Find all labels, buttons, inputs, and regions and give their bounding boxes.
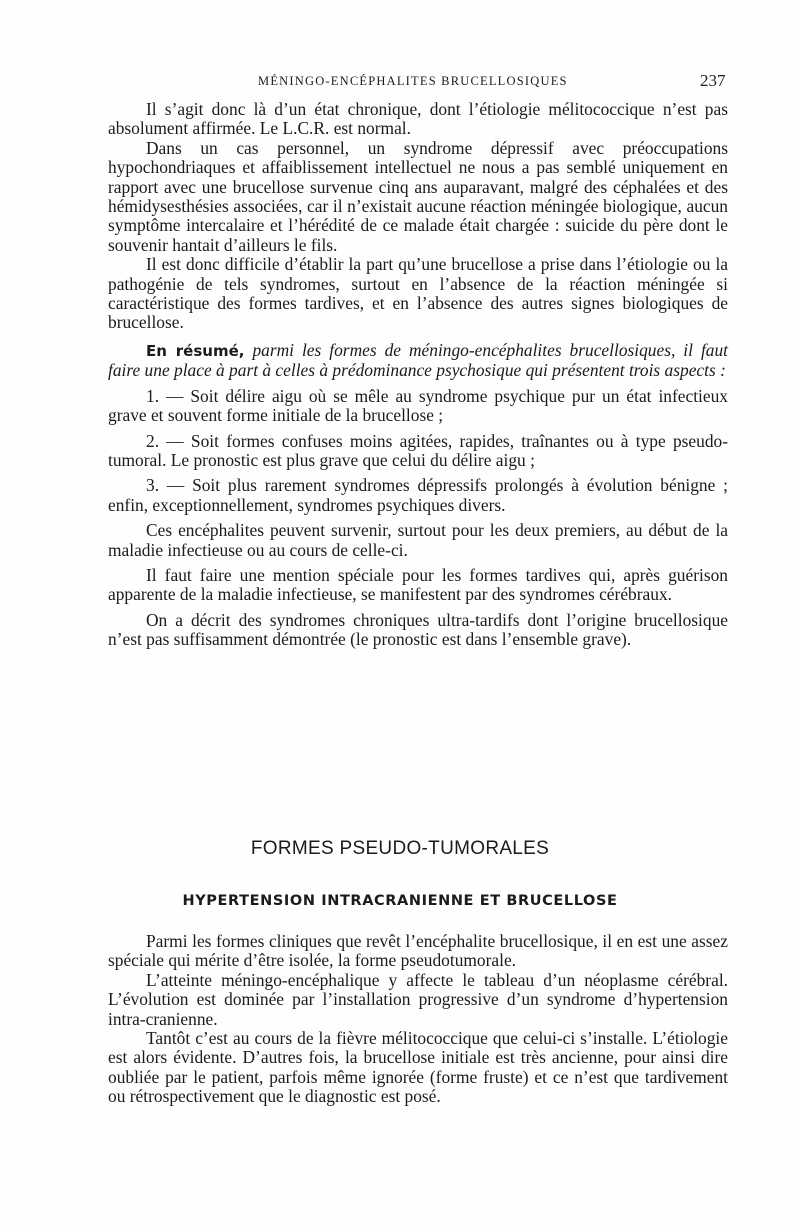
summary-lead: En résumé, (146, 341, 245, 360)
paragraph: Parmi les formes cliniques que revêt l’encéphalite brucellosique, il en est une assez spéciale qui mérite d’être isolée, la forme pseudotumorale. (108, 931, 728, 971)
paragraph: Ces encéphalites peuvent survenir, surtout pour les deux premiers, au début de la maladie infectieuse ou au cours de celle-ci. (108, 520, 728, 560)
page-number: 237 (700, 71, 726, 90)
paragraph: Il faut faire une mention spéciale pour les formes tardives qui, après guérison apparente de la maladie infectieuse, se manifestent par des syndromes cérébraux. (108, 564, 728, 605)
list-item: 3. — Soit plus rarement syndromes dépressifs prolongés à évolution bénigne ; enfin, exceptionnellement, syndromes psychiques divers. (108, 475, 728, 515)
paragraph: Il s’agit donc là d’un état chronique, dont l’étiologie mélitococcique n’est pas absolument affirmée. Le L.C.R. est normal. (108, 99, 728, 139)
paragraph: Il est donc difficile d’établir la part qu’une brucellose a prise dans l’étiologie ou la pathogénie de tels syndromes, surtout en l’absence de la réaction méningée si caractéristique des formes tardives, et en l’absence des autres signes biologiques de brucellose. (108, 254, 728, 333)
text-block-lower (108, 932, 728, 1107)
subsection-heading: HYPERTENSION INTRACRANIENNE ET BRUCELLOSE (182, 893, 618, 909)
paragraph: On a décrit des syndromes chroniques ultra-tardifs dont l’origine brucellosique n’est pas suffisamment démontrée (le pronostic est dans l’ensemble grave). (108, 609, 728, 650)
paragraph: Tantôt c’est au cours de la fièvre mélitococcique que celui-ci s’installe. L’étiologie est alors évidente. D’autres fois, la brucellose initiale est très ancienne, pour ainsi dire oubliée par le patient, parfois même ignorée (forme fruste) et ce n’est que tardivement ou rétrospectivement que le diagnostic est posé. (108, 1028, 728, 1107)
summary-paragraph (108, 341, 728, 381)
text-block-upper (108, 100, 728, 650)
paragraph: Dans un cas personnel, un syndrome dépressif avec préoccupations hypochondriaques et affaiblissement intellectuel ne nous a pas semblé uniquement en rapport avec une brucellose survenue cinq ans auparavant, malgré des céphalées et des hémidysesthésies associées, car il n’existait aucune réaction méningée biologique, aucun symptôme intercalaire et l’hérédité de ce malade était chargée : suicide du père dont le souvenir hantait d’ailleurs le fils. (108, 137, 728, 255)
list-item: 1. — Soit délire aigu où se mêle au syndrome psychique pur un état infectieux grave et souvent forme initiale de la brucellose ; (108, 385, 728, 426)
list-item: 2. — Soit formes confuses moins agitées, rapides, traînantes ou à type pseudo-tumoral. Le pronostic est plus grave que celui du délire aigu ; (108, 430, 728, 470)
summary-text: parmi les formes de méningo-encéphalites brucellosiques, il faut faire une place à part à celles à prédominance psychosique qui présentent trois aspects : (108, 339, 729, 381)
paragraph: L’atteinte méningo-encéphalique y affecte le tableau d’un néoplasme cérébral. L’évolution est dominée par l’installation progressive d’un syndrome d’hypertension intra-cranienne. (108, 969, 728, 1029)
running-title: MÉNINGO-ENCÉPHALITES BRUCELLOSIQUES (258, 74, 568, 88)
section-heading: FORMES PSEUDO-TUMORALES (250, 838, 550, 859)
